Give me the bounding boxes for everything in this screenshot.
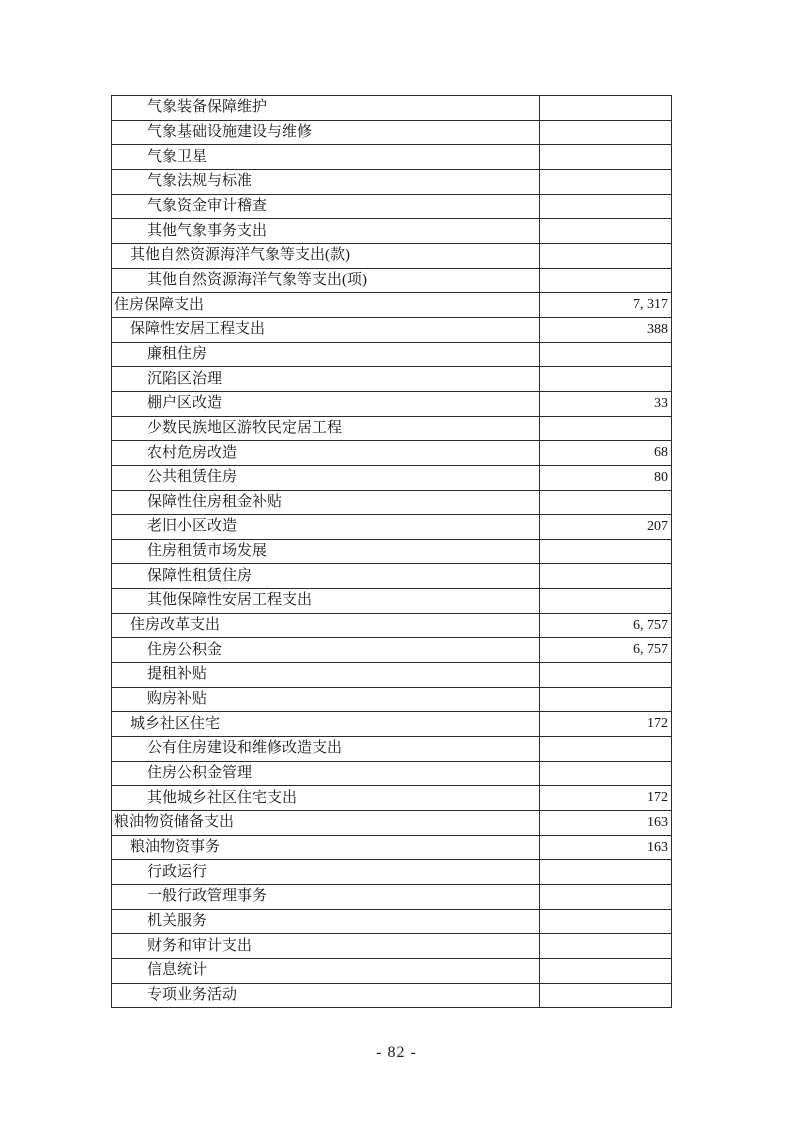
- budget-item-value: [540, 121, 671, 145]
- budget-item-label: 气象卫星: [112, 145, 540, 169]
- budget-item-value: 68: [654, 445, 668, 461]
- table-row: [112, 539, 671, 564]
- table-row: [112, 268, 671, 293]
- page-number: - 82 -: [376, 1044, 417, 1061]
- budget-item-label: 其他气象事务支出: [112, 219, 540, 243]
- budget-item-label: 粮油物资事务: [112, 836, 540, 860]
- budget-item-value: [540, 540, 671, 564]
- budget-item-label: 购房补贴: [112, 688, 540, 712]
- budget-item-value: [540, 491, 671, 515]
- budget-table: [111, 95, 672, 1008]
- table-row: [112, 317, 671, 342]
- budget-item-label: 棚户区改造: [112, 392, 540, 416]
- budget-item-label: 一般行政管理事务: [112, 885, 540, 909]
- table-row: [112, 933, 671, 958]
- budget-item-label: 信息统计: [112, 959, 540, 983]
- table-row: [112, 637, 671, 662]
- budget-item-value: [540, 417, 671, 441]
- budget-item-value: [540, 934, 671, 958]
- budget-item-value: [540, 343, 671, 367]
- budget-item-label: 保障性住房租金补贴: [112, 491, 540, 515]
- table-row: [112, 218, 671, 243]
- budget-item-value: [540, 959, 671, 983]
- budget-item-value: 163: [647, 839, 668, 855]
- budget-item-label: 行政运行: [112, 860, 540, 884]
- budget-item-value: [540, 564, 671, 588]
- budget-item-value: [540, 269, 671, 293]
- budget-item-value: [540, 688, 671, 712]
- table-row: [112, 687, 671, 712]
- budget-item-label: 城乡社区住宅: [112, 712, 540, 736]
- table-row: [112, 613, 671, 638]
- budget-item-label: 保障性租赁住房: [112, 564, 540, 588]
- budget-item-label: 公共租赁住房: [112, 466, 540, 490]
- budget-item-value: [540, 219, 671, 243]
- table-row: [112, 144, 671, 169]
- budget-item-value: [540, 96, 671, 120]
- table-row: [112, 243, 671, 268]
- table-row: [112, 835, 671, 860]
- budget-item-value: [540, 589, 671, 613]
- budget-item-label: 气象装备保障维护: [112, 96, 540, 120]
- budget-item-label: 财务和审计支出: [112, 934, 540, 958]
- budget-item-value: [540, 737, 671, 761]
- table-row: [112, 909, 671, 934]
- table-row: [112, 391, 671, 416]
- budget-item-value: 80: [654, 469, 668, 485]
- table-row: [112, 785, 671, 810]
- table-row: [112, 859, 671, 884]
- table-row: [112, 342, 671, 367]
- budget-item-label: 农村危房改造: [112, 441, 540, 465]
- budget-item-value: 163: [647, 814, 668, 830]
- budget-item-value: [540, 244, 671, 268]
- budget-item-label: 保障性安居工程支出: [112, 318, 540, 342]
- budget-item-value: [540, 170, 671, 194]
- table-row: [112, 983, 671, 1008]
- table-row: [112, 465, 671, 490]
- budget-item-value: [540, 885, 671, 909]
- budget-item-value: 388: [647, 321, 668, 337]
- budget-item-label: 其他城乡社区住宅支出: [112, 786, 540, 810]
- table-row: [112, 711, 671, 736]
- budget-item-value: [540, 984, 671, 1008]
- budget-item-label: 其他保障性安居工程支出: [112, 589, 540, 613]
- table-row: [112, 588, 671, 613]
- budget-item-value: [540, 367, 671, 391]
- budget-item-label: 气象法规与标准: [112, 170, 540, 194]
- table-row: [112, 194, 671, 219]
- budget-item-value: [540, 145, 671, 169]
- table-row: [112, 736, 671, 761]
- budget-item-label: 其他自然资源海洋气象等支出(款): [112, 244, 540, 268]
- budget-item-value: 7, 317: [633, 297, 668, 313]
- budget-item-label: 少数民族地区游牧民定居工程: [112, 417, 540, 441]
- table-row: [112, 662, 671, 687]
- table-row: [112, 514, 671, 539]
- budget-item-value: 33: [654, 395, 668, 411]
- table-row: [112, 761, 671, 786]
- budget-item-value: [540, 195, 671, 219]
- budget-item-value: 172: [647, 790, 668, 806]
- budget-item-label: 沉陷区治理: [112, 367, 540, 391]
- budget-item-label: 提租补贴: [112, 663, 540, 687]
- budget-item-label: 公有住房建设和维修改造支出: [112, 737, 540, 761]
- table-row: [112, 884, 671, 909]
- budget-item-value: [540, 663, 671, 687]
- budget-item-label: 住房租赁市场发展: [112, 540, 540, 564]
- budget-item-label: 住房公积金: [112, 638, 540, 662]
- budget-item-label: 气象资金审计稽查: [112, 195, 540, 219]
- table-row: [112, 366, 671, 391]
- budget-item-label: 住房公积金管理: [112, 762, 540, 786]
- table-row: [112, 490, 671, 515]
- table-row: [112, 810, 671, 835]
- budget-item-label: 其他自然资源海洋气象等支出(项): [112, 269, 540, 293]
- table-row: [112, 958, 671, 983]
- budget-item-label: 气象基础设施建设与维修: [112, 121, 540, 145]
- table-row: [112, 440, 671, 465]
- table-row: [112, 416, 671, 441]
- table-row: [112, 120, 671, 145]
- budget-item-label: 老旧小区改造: [112, 515, 540, 539]
- budget-item-value: 207: [647, 518, 668, 534]
- budget-item-label: 廉租住房: [112, 343, 540, 367]
- budget-item-label: 粮油物资储备支出: [112, 811, 540, 835]
- budget-item-value: [540, 860, 671, 884]
- budget-item-value: 6, 757: [633, 642, 668, 658]
- table-row: [112, 292, 671, 317]
- table-row: [112, 169, 671, 194]
- budget-item-value: 6, 757: [633, 617, 668, 633]
- budget-item-value: [540, 762, 671, 786]
- table-row: [112, 563, 671, 588]
- budget-item-label: 专项业务活动: [112, 984, 540, 1008]
- budget-item-label: 住房保障支出: [112, 293, 540, 317]
- budget-item-label: 机关服务: [112, 910, 540, 934]
- budget-item-label: 住房改革支出: [112, 614, 540, 638]
- budget-item-value: 172: [647, 716, 668, 732]
- budget-item-value: [540, 910, 671, 934]
- table-row: [112, 96, 671, 120]
